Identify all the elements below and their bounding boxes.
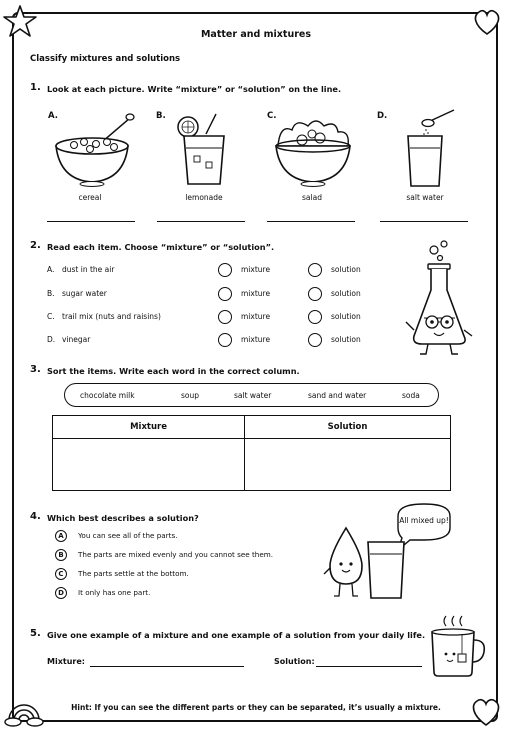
q1-name-lemonade: lemonade	[185, 193, 223, 202]
tea-mug-icon	[424, 614, 488, 678]
word-bank-item: chocolate milk	[80, 391, 135, 400]
salt-water-glass-icon	[402, 108, 466, 188]
q1-letter-c: C.	[267, 111, 277, 121]
rainbow-icon	[4, 694, 44, 730]
q3-number: 3.	[30, 364, 41, 375]
q2-b-solution-radio[interactable]	[308, 287, 322, 301]
mixture-example-label: Mixture:	[47, 657, 85, 666]
q3-prompt: Sort the items. Write each word in the correct column.	[47, 366, 300, 376]
q2-d-mixture-radio[interactable]	[218, 333, 232, 347]
q4-choice-d-bubble[interactable]: D	[55, 587, 67, 599]
q2-a-mixture-label: mixture	[241, 265, 271, 274]
q1-answer-line-c[interactable]	[267, 221, 355, 222]
q2-item-letter-d: D.	[47, 335, 56, 344]
q2-item-text-a: dust in the air	[62, 265, 115, 274]
q2-c-mixture-radio[interactable]	[218, 310, 232, 324]
q5-number: 5.	[30, 628, 41, 639]
q4-prompt: Which best describes a solution?	[47, 513, 199, 523]
q1-prompt: Look at each picture. Write “mixture” or “solution” on the line.	[47, 84, 342, 94]
word-bank-item: soda	[402, 391, 420, 400]
q1-name-salad: salad	[302, 193, 322, 202]
q2-b-mixture-radio[interactable]	[218, 287, 232, 301]
speech-bubble-text: All mixed up!	[399, 516, 449, 525]
word-bank-item: sand and water	[308, 391, 367, 400]
q4-choice-a-bubble[interactable]: A	[55, 530, 67, 542]
q4-choice-b-bubble[interactable]: B	[55, 549, 67, 561]
word-bank-item: salt water	[234, 391, 272, 400]
q2-c-solution-label: solution	[331, 312, 361, 321]
q2-c-solution-radio[interactable]	[308, 310, 322, 324]
q2-d-mixture-label: mixture	[241, 335, 271, 344]
solution-example-label: Solution:	[274, 657, 315, 666]
q2-prompt: Read each item. Choose “mixture” or “solution”.	[47, 242, 275, 252]
page-subtitle: Classify mixtures and solutions	[30, 54, 181, 64]
q4-choice-c-bubble[interactable]: C	[55, 568, 67, 580]
q2-item-text-d: vinegar	[62, 335, 91, 344]
q1-name-salt-water: salt water	[406, 193, 444, 202]
page-title: Matter and mixtures	[200, 29, 312, 40]
column-header-solution: Solution	[245, 416, 451, 439]
mixture-example-line[interactable]	[90, 666, 244, 667]
q1-answer-line-b[interactable]	[157, 221, 245, 222]
column-header-mixture: Mixture	[53, 416, 245, 439]
q2-item-text-c: trail mix (nuts and raisins)	[62, 312, 161, 321]
solution-example-line[interactable]	[316, 666, 422, 667]
q4-choice-c-text: The parts settle at the bottom.	[78, 569, 189, 578]
salad-bowl-icon	[272, 116, 354, 188]
q4-number: 4.	[30, 511, 41, 522]
q2-number: 2.	[30, 240, 41, 251]
q4-choice-a-text: You can see all of the parts.	[78, 531, 178, 540]
mixture-column-cell[interactable]	[53, 439, 245, 491]
q2-item-letter-a: A.	[47, 265, 55, 274]
q2-item-letter-b: B.	[47, 289, 55, 298]
hint-text: Hint: If you can see the different parts or they can be separated, it’s usually a mixture.	[71, 703, 441, 712]
q1-letter-b: B.	[156, 111, 166, 121]
word-bank-item: soup	[181, 391, 200, 400]
lemonade-glass-icon	[176, 114, 232, 186]
q5-prompt: Give one example of a mixture and one example of a solution from your daily life.	[47, 630, 426, 640]
q2-d-solution-radio[interactable]	[308, 333, 322, 347]
q2-item-text-b: sugar water	[62, 289, 107, 298]
flask-character-icon	[400, 240, 480, 360]
q1-name-cereal: cereal	[78, 193, 102, 202]
q1-answer-line-d[interactable]	[380, 221, 468, 222]
cereal-bowl-icon	[52, 112, 136, 188]
q2-b-solution-label: solution	[331, 289, 361, 298]
q2-b-mixture-label: mixture	[241, 289, 271, 298]
q2-a-mixture-radio[interactable]	[218, 263, 232, 277]
q2-a-solution-radio[interactable]	[308, 263, 322, 277]
heart-icon	[470, 696, 502, 728]
q1-letter-a: A.	[48, 111, 58, 121]
sort-table	[52, 415, 451, 491]
q2-c-mixture-label: mixture	[241, 312, 271, 321]
q2-a-solution-label: solution	[331, 265, 361, 274]
q2-item-letter-c: C.	[47, 312, 55, 321]
q4-choice-b-text: The parts are mixed evenly and you cannot see them.	[78, 550, 274, 559]
solution-column-cell[interactable]	[245, 439, 451, 491]
q1-number: 1.	[30, 82, 41, 93]
q2-d-solution-label: solution	[331, 335, 361, 344]
q1-answer-line-a[interactable]	[47, 221, 135, 222]
q4-choice-d-text: It only has one part.	[78, 588, 151, 597]
q1-letter-d: D.	[377, 111, 388, 121]
